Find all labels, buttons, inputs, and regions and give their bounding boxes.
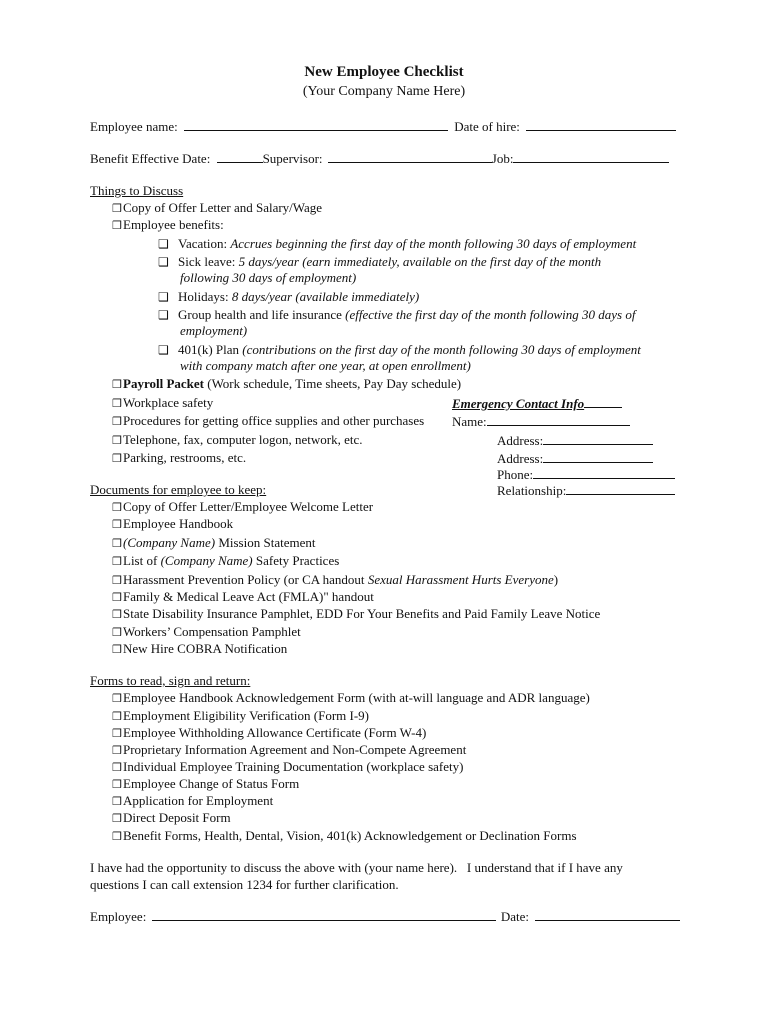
employee-benefits-item [112, 216, 224, 235]
checkbox-icon[interactable]: ❒ [112, 627, 122, 639]
checkbox-icon[interactable]: ❒ [112, 644, 122, 656]
item-label: Parking, restrooms, etc. [123, 450, 247, 465]
signature-row [90, 907, 680, 925]
item-label: Harassment Prevention Policy (or CA handout [123, 572, 368, 587]
benefit-group-health-cont: employment) [180, 323, 248, 338]
emergency-address-label: Address: [497, 433, 544, 448]
title-rule [584, 394, 622, 408]
item-label: New Hire COBRA Notification [123, 641, 288, 656]
benefit-detail: 8 days/year (available immediately) [231, 289, 420, 304]
benefit-label: Group health and life insurance [178, 307, 342, 322]
item-label: Safety Practices [252, 553, 340, 568]
date-of-hire-field[interactable] [526, 117, 676, 131]
checkbox-icon[interactable]: ❒ [112, 728, 122, 740]
emergency-address-label: Address: [497, 451, 544, 466]
emergency-phone-label: Phone: [497, 467, 534, 482]
benefit-401k-cont: with company match after one year, at open enrollment) [180, 358, 471, 373]
payroll-packet-item [112, 375, 461, 394]
employee-signature-field[interactable] [152, 907, 496, 921]
document-item [112, 605, 600, 624]
emergency-address-row-1 [497, 431, 653, 449]
employee-name-label: Employee name: [90, 119, 178, 134]
item-label: Direct Deposit Form [123, 810, 231, 825]
acknowledgement-line-1: I have had the opportunity to discuss the above with (your name here). I understand that if I have any [90, 860, 623, 875]
item-label: Application for Employment [123, 793, 274, 808]
forms-heading: Forms to read, sign and return: [90, 673, 251, 688]
workplace-safety-item [112, 394, 213, 413]
benefit-label: Sick leave: [178, 254, 236, 269]
item-label-italic: (Company Name) [160, 553, 253, 568]
checkbox-icon[interactable]: ❒ [112, 745, 122, 757]
checkbox-icon[interactable]: ❒ [112, 831, 122, 843]
checkbox-icon[interactable]: ❒ [112, 762, 122, 774]
checkbox-icon[interactable]: ❒ [112, 453, 122, 465]
checkbox-icon[interactable]: ❒ [112, 435, 122, 447]
checkbox-icon[interactable]: ❑ [158, 308, 169, 322]
item-label: Individual Employee Training Documentation (workplace safety) [123, 759, 464, 774]
item-label: Family & Medical Leave Act (FMLA)" handout [123, 589, 374, 604]
item-label: List of [123, 553, 161, 568]
benefit-label: Vacation: [178, 236, 228, 251]
job-field[interactable] [513, 149, 669, 163]
checkbox-icon[interactable]: ❒ [112, 203, 122, 215]
item-label: Workplace safety [123, 395, 214, 410]
document-item [112, 640, 287, 659]
parking-item [112, 449, 246, 468]
benefit-vacation [158, 235, 636, 253]
checkbox-icon[interactable]: ❑ [158, 343, 169, 357]
benefit-sick-leave-cont: following 30 days of employment) [180, 270, 357, 285]
checkbox-icon[interactable]: ❒ [112, 416, 122, 428]
date-of-hire-label: Date of hire: [454, 119, 520, 134]
benefit-detail: Accrues beginning the first day of the month following 30 days of employment [230, 236, 637, 251]
documents-heading: Documents for employee to keep: [90, 482, 267, 497]
checkbox-icon[interactable]: ❒ [112, 519, 122, 531]
employee-name-row [90, 117, 676, 135]
employee-name-field[interactable] [184, 117, 448, 131]
checkbox-icon[interactable]: ❒ [112, 538, 122, 550]
page-title: New Employee Checklist [304, 64, 464, 80]
item-label-bold: Payroll Packet [123, 376, 204, 391]
form-item [112, 809, 231, 828]
emergency-address-field-2[interactable] [543, 449, 653, 463]
benefit-effective-date-label: Benefit Effective Date: [90, 151, 211, 166]
item-label: Employee benefits: [123, 217, 224, 232]
benefit-label: Holidays: [178, 289, 229, 304]
benefit-detail: (effective the first day of the month following 30 days of [345, 307, 636, 322]
benefit-detail: (contributions on the first day of the month following 30 days of employment [242, 342, 641, 357]
item-label: Employee Withholding Allowance Certificate (Form W-4) [123, 725, 427, 740]
signature-date-label: Date: [500, 909, 529, 924]
item-label: Employee Handbook [123, 516, 234, 531]
benefit-effective-date-field[interactable] [217, 149, 263, 163]
item-label: Employee Handbook Acknowledgement Form (with at-will language and ADR language) [123, 690, 590, 705]
signature-date-field[interactable] [535, 907, 680, 921]
form-item [112, 689, 590, 708]
emergency-relationship-label: Relationship: [497, 483, 567, 498]
emergency-phone-field[interactable] [533, 465, 675, 479]
item-label: Benefit Forms, Health, Dental, Vision, 401(k) Acknowledgement or Declination Forms [123, 828, 577, 843]
item-label: ) [553, 572, 559, 587]
checkbox-icon[interactable]: ❒ [112, 556, 122, 568]
form-item [112, 827, 577, 846]
checkbox-icon[interactable]: ❒ [112, 779, 122, 791]
acknowledgement-line-2: questions I can call extension 1234 for further clarification. [90, 877, 399, 892]
supervisor-field[interactable] [328, 149, 492, 163]
job-label: Job: [491, 151, 514, 166]
checkbox-icon[interactable]: ❒ [112, 220, 122, 232]
checkbox-icon[interactable]: ❒ [112, 398, 122, 410]
item-label-italic: (Company Name) [123, 535, 216, 550]
checkbox-icon[interactable]: ❒ [112, 711, 122, 723]
checkbox-icon[interactable]: ❑ [158, 255, 169, 269]
item-label: Procedures for getting office supplies and other purchases [123, 413, 425, 428]
item-label: Employee Change of Status Form [123, 776, 300, 791]
item-label: Proprietary Information Agreement and Non-Compete Agreement [123, 742, 467, 757]
document-item [112, 534, 315, 553]
checkbox-icon[interactable]: ❑ [158, 290, 169, 304]
item-label-italic: Sexual Harassment Hurts Everyone [367, 572, 554, 587]
emergency-address-field-1[interactable] [543, 431, 653, 445]
procedures-item [112, 412, 424, 431]
benefit-holidays [158, 288, 419, 306]
checkbox-icon[interactable]: ❒ [112, 609, 122, 621]
document-item [112, 552, 339, 571]
item-label: Workers’ Compensation Pamphlet [123, 624, 301, 639]
item-label: (Work schedule, Time sheets, Pay Day schedule) [207, 376, 462, 391]
item-label: Copy of Offer Letter/Employee Welcome Letter [123, 499, 374, 514]
item-label: Copy of Offer Letter and Salary/Wage [123, 200, 323, 215]
emergency-name-field[interactable] [487, 412, 630, 426]
emergency-contact-title-text: Emergency Contact Info [452, 396, 585, 411]
telephone-item [112, 431, 363, 450]
checkbox-icon[interactable]: ❒ [112, 379, 122, 391]
document-item [112, 515, 233, 534]
checkbox-icon[interactable]: ❒ [112, 575, 122, 587]
emergency-name-row [452, 412, 630, 430]
checkbox-icon[interactable]: ❒ [112, 693, 122, 705]
checkbox-icon[interactable]: ❒ [112, 502, 122, 514]
item-label: Telephone, fax, computer logon, network, etc. [123, 432, 363, 447]
page-subtitle: (Your Company Name Here) [302, 84, 466, 99]
benefit-row [90, 149, 669, 167]
checkbox-icon[interactable]: ❑ [158, 237, 169, 251]
benefit-detail: 5 days/year (earn immediately, available on the first day of the month [238, 254, 602, 269]
item-label: State Disability Insurance Pamphlet, EDD For Your Benefits and Paid Family Leave Notice [123, 606, 601, 621]
benefit-label: 401(k) Plan [178, 342, 240, 357]
item-label: Employment Eligibility Verification (Form I-9) [123, 708, 369, 723]
checkbox-icon[interactable]: ❒ [112, 592, 122, 604]
checkbox-icon[interactable]: ❒ [112, 796, 122, 808]
emergency-contact-title [452, 394, 622, 412]
emergency-relationship-field[interactable] [566, 481, 675, 495]
checkbox-icon[interactable]: ❒ [112, 813, 122, 825]
item-label: Mission Statement [215, 535, 316, 550]
emergency-name-label: Name: [452, 414, 487, 429]
employee-signature-label: Employee: [90, 909, 147, 924]
emergency-relationship-row [497, 481, 675, 499]
supervisor-label: Supervisor: [262, 151, 323, 166]
things-to-discuss-heading: Things to Discuss [90, 183, 184, 198]
